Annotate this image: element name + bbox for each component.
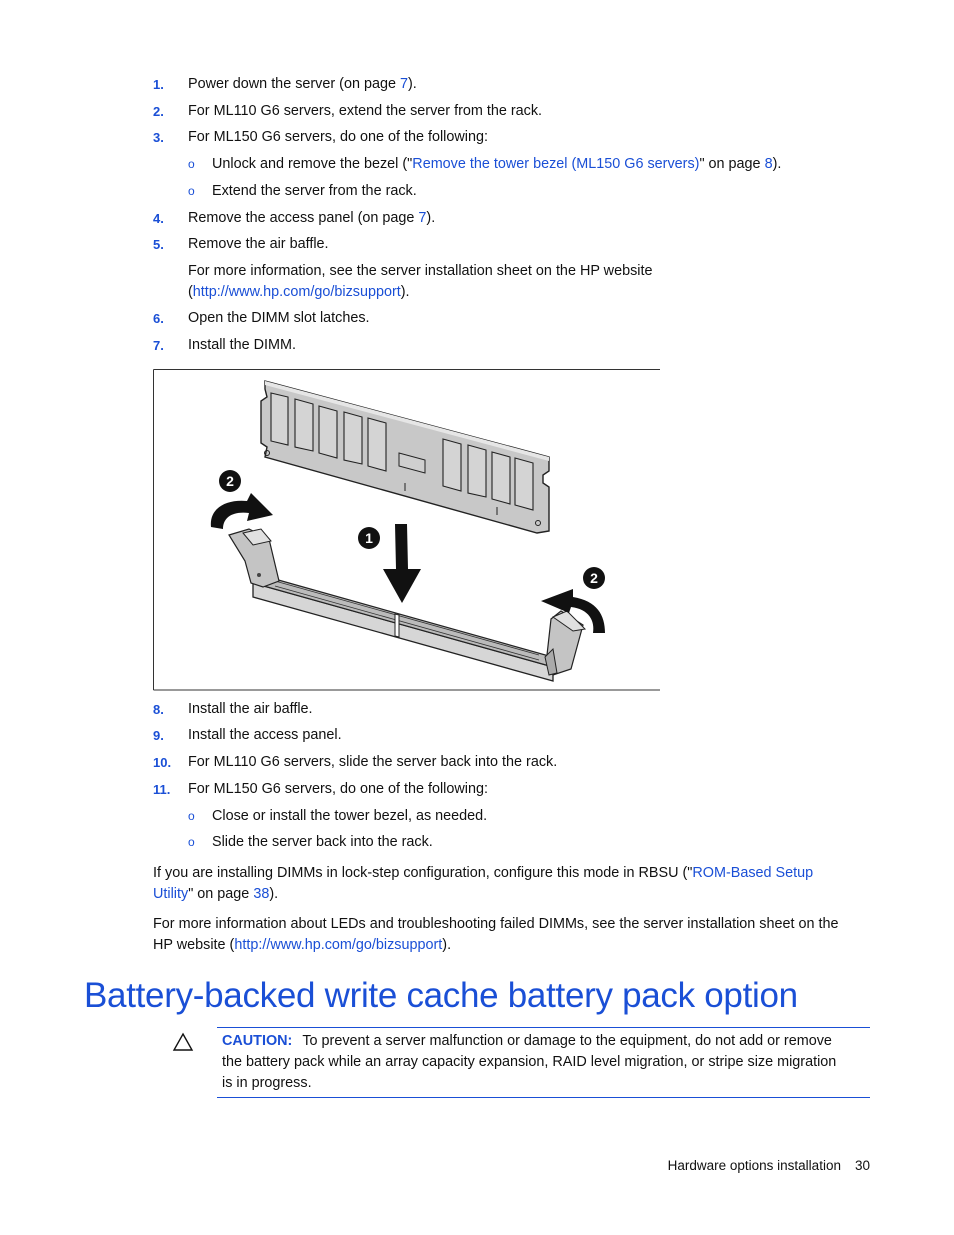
text-run: Remove the access panel (on page <box>188 210 419 226</box>
step-number: 2. <box>153 104 164 119</box>
step-text <box>188 781 488 797</box>
step-text <box>188 310 370 326</box>
step5-note-line2 <box>188 284 410 300</box>
text-run: Unlock and remove the bezel (" <box>212 156 413 172</box>
text-run: If you are installing DIMMs in lock-step configuration, configure this mode in RBSU (" <box>153 865 693 881</box>
step-text <box>188 727 342 743</box>
dimm-install-illustration <box>153 369 661 691</box>
text-run: For more information about LEDs and troubleshooting failed DIMMs, see the server installation sheet on the <box>153 916 839 932</box>
text-run: ). <box>408 76 417 92</box>
substep-text <box>212 156 781 172</box>
text-run: ). <box>269 886 279 902</box>
substep-text <box>212 808 487 824</box>
step-number: 8. <box>153 702 164 717</box>
bullet-icon: o <box>188 835 195 849</box>
text-run: ). <box>772 156 782 172</box>
step5-note-line1: For more information, see the server installation sheet on the HP website <box>188 263 653 279</box>
callout-1-label: 1 <box>365 530 373 546</box>
step-text <box>188 754 557 770</box>
text-run: ). <box>400 284 410 300</box>
text-run: For ML150 G6 servers, do one of the following: <box>188 781 488 797</box>
callout-2-left <box>219 470 241 492</box>
substep-text <box>212 834 433 850</box>
leds-paragraph <box>153 914 873 956</box>
step-number: 10. <box>153 755 172 770</box>
caution-line1: To prevent a server malfunction or damage to the equipment, do not add or remove <box>302 1033 832 1049</box>
text-run: For ML110 G6 servers, slide the server back into the rack. <box>188 754 558 770</box>
text-run: Close or install the tower bezel, as needed. <box>212 808 488 824</box>
step-text <box>188 236 329 252</box>
footer-page-number: 30 <box>854 1158 870 1173</box>
leds-line2 <box>153 935 873 956</box>
text-run: Install the air baffle. <box>188 701 313 717</box>
callout-2-right-label: 2 <box>590 570 598 586</box>
step-text <box>188 76 417 92</box>
cross-reference-link[interactable]: 38 <box>253 886 270 902</box>
step-number: 5. <box>153 237 164 252</box>
leds-line1 <box>153 914 873 935</box>
bullet-icon: o <box>188 157 195 171</box>
cross-reference-link[interactable]: Remove the tower bezel (ML150 G6 servers) <box>412 156 700 172</box>
caution-triangle-icon <box>172 1032 194 1056</box>
substep-text <box>212 183 417 199</box>
step-number: 11. <box>153 782 171 797</box>
caution-text <box>222 1031 870 1094</box>
text-run: For ML110 G6 servers, extend the server from the rack. <box>188 103 543 119</box>
text-run: Install the access panel. <box>188 727 342 743</box>
text-run: Extend the server from the rack. <box>212 183 417 199</box>
bullet-icon: o <box>188 184 195 198</box>
step-text <box>188 103 542 119</box>
text-run: Install the DIMM. <box>188 337 296 353</box>
step-number: 1. <box>153 77 164 92</box>
bullet-icon: o <box>188 809 195 823</box>
text-run: " on page <box>699 156 765 172</box>
cross-reference-link[interactable]: 7 <box>399 76 408 92</box>
text-run: Power down the server (on page <box>188 76 400 92</box>
text-run: ). <box>426 210 436 226</box>
cross-reference-link[interactable]: http://www.hp.com/go/bizsupport <box>234 937 443 953</box>
callout-2-right <box>583 567 605 589</box>
step-text <box>188 701 313 717</box>
cross-reference-link[interactable]: Utility <box>153 886 189 902</box>
dimm-install-figure <box>153 369 661 691</box>
text-run: ). <box>442 937 452 953</box>
footer-section: Hardware options installation <box>667 1158 841 1173</box>
step-number: 3. <box>153 130 164 145</box>
text-run: For ML150 G6 servers, do one of the following: <box>188 129 488 145</box>
caution-label: CAUTION: <box>222 1033 293 1049</box>
callout-1 <box>358 527 380 549</box>
step-text <box>188 210 435 226</box>
step-text <box>188 129 488 145</box>
text-run: " on page <box>188 886 254 902</box>
caution-line2: the battery pack while an array capacity expansion, RAID level migration, or stripe size migration <box>222 1054 837 1070</box>
step-number: 4. <box>153 211 164 226</box>
cross-reference-link[interactable]: 7 <box>418 210 427 226</box>
cross-reference-link[interactable]: ROM-Based Setup <box>692 865 814 881</box>
text-run: Remove the air baffle. <box>188 236 329 252</box>
lockstep-paragraph <box>153 863 873 905</box>
step-number: 7. <box>153 338 164 353</box>
caution-line3: is in progress. <box>222 1075 312 1091</box>
cross-reference-link[interactable]: http://www.hp.com/go/bizsupport <box>192 284 401 300</box>
step-number: 9. <box>153 728 164 743</box>
text-run: Slide the server back into the rack. <box>212 834 433 850</box>
text-run: HP website ( <box>153 937 235 953</box>
section-heading: Battery-backed write cache battery pack option <box>84 976 798 1015</box>
text-run: Open the DIMM slot latches. <box>188 310 370 326</box>
lockstep-line1 <box>153 863 873 884</box>
step-number: 6. <box>153 311 164 326</box>
lockstep-line2 <box>153 884 873 905</box>
cross-reference-link[interactable]: 8 <box>764 156 773 172</box>
step-text <box>188 337 296 353</box>
page-footer <box>668 1158 870 1173</box>
text-run: ( <box>188 284 193 300</box>
callout-2-left-label: 2 <box>226 473 234 489</box>
